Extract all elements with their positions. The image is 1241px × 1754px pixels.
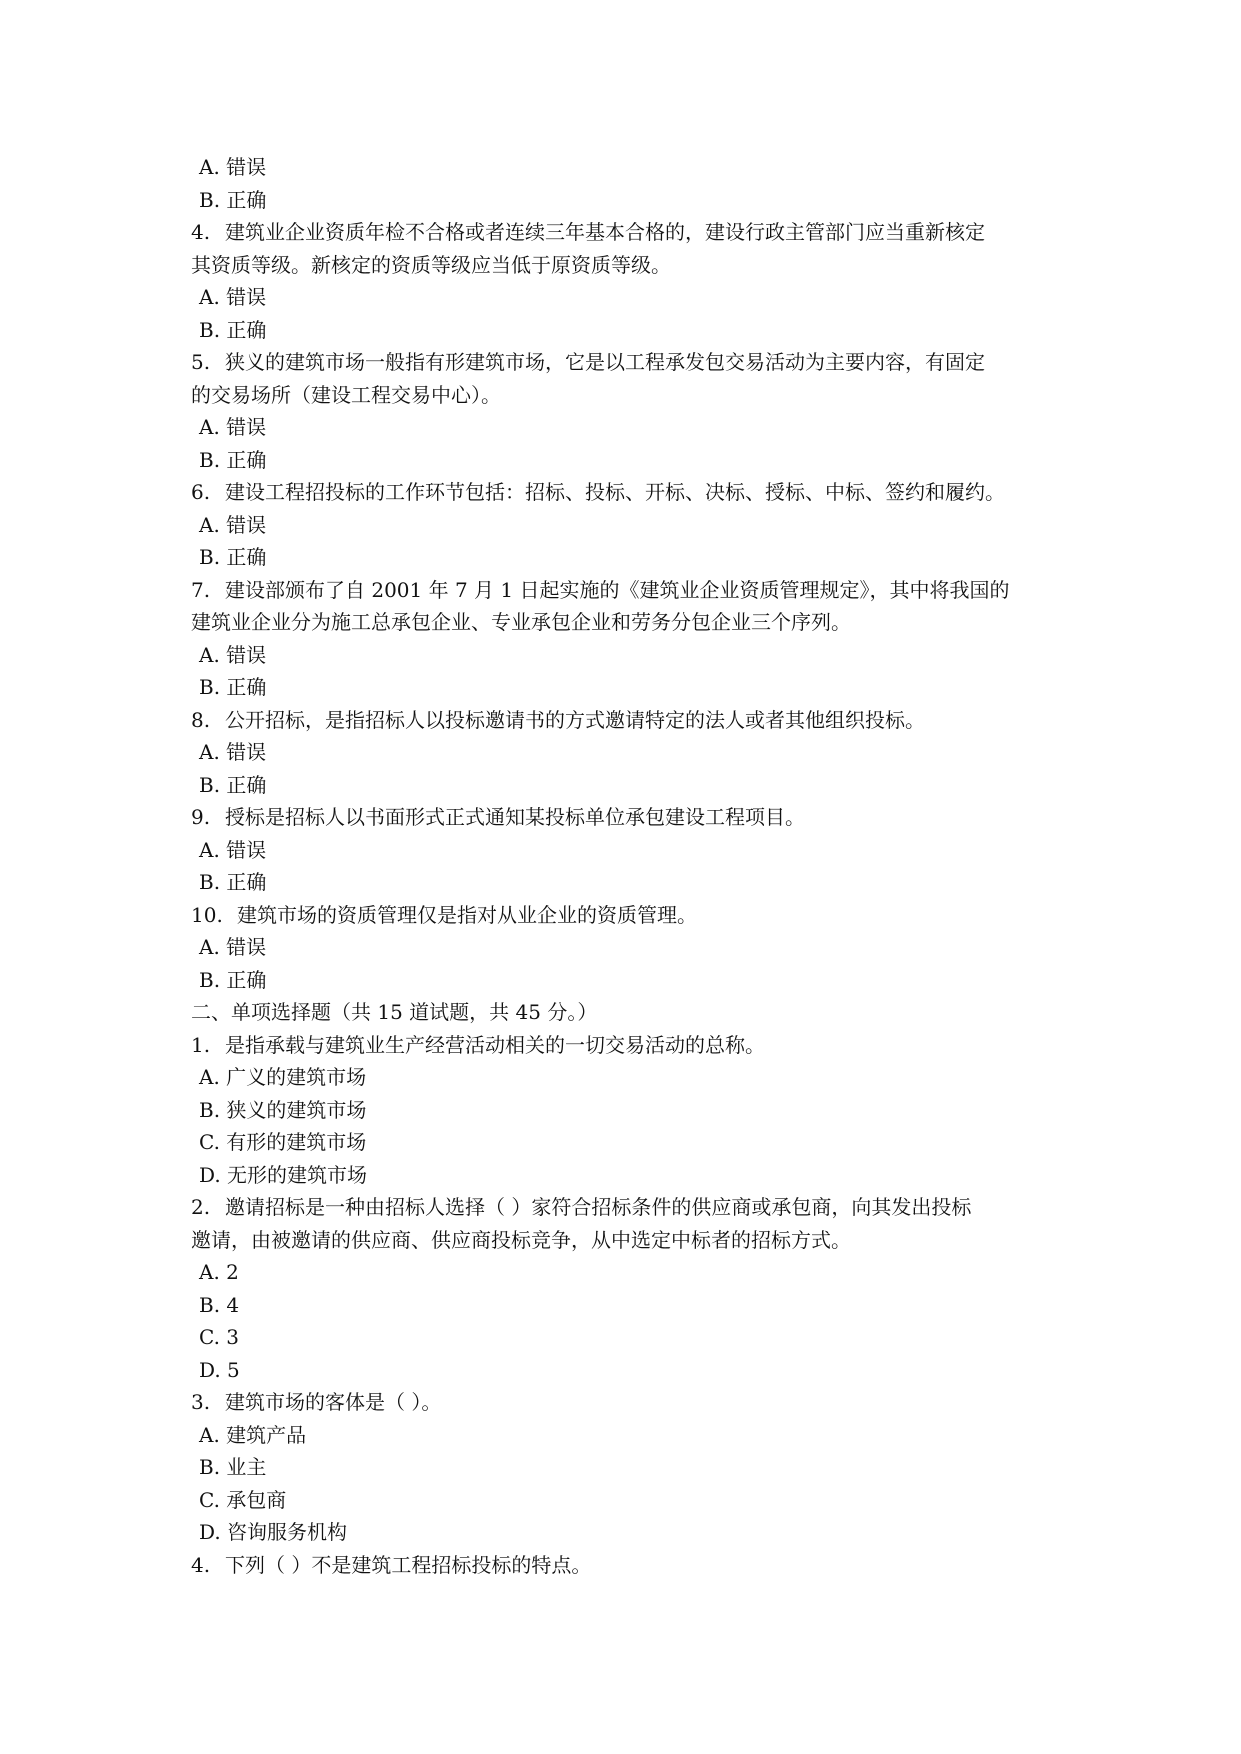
answer-option	[191, 314, 1071, 347]
option-text: A. 错误	[199, 512, 267, 537]
option-text: A. 建筑产品	[199, 1422, 307, 1447]
question-number: 2.	[191, 1195, 211, 1219]
question-line	[191, 346, 1071, 379]
answer-option	[191, 411, 1071, 444]
option-text: B. 正确	[199, 317, 267, 342]
answer-option	[191, 964, 1071, 997]
question-continuation: 邀请，由被邀请的供应商、供应商投标竞争，从中选定中标者的招标方式。	[191, 1227, 851, 1252]
option-text: A. 错误	[199, 285, 267, 309]
question-number: 5.	[191, 350, 211, 374]
answer-option	[191, 769, 1071, 802]
question-continuation: 的交易场所（建设工程交易中心）。	[191, 382, 501, 407]
question-continuation: 建筑业企业分为施工总承包企业、专业承包企业和劳务分包企业三个序列。	[191, 610, 851, 634]
answer-option	[191, 509, 1071, 542]
option-text: A. 错误	[199, 642, 267, 667]
option-text: B. 正确	[199, 772, 267, 797]
question-number: 10.	[191, 902, 223, 927]
section-heading: 二、单项选择题（共 15 道试题，共 45 分。）	[191, 1000, 598, 1024]
answer-option	[191, 444, 1071, 477]
option-text: B. 4	[199, 1292, 240, 1317]
answer-option	[191, 1159, 1071, 1192]
question-text: 狭义的建筑市场一般指有形建筑市场，它是以工程承发包交易活动为主要内容，有固定	[225, 350, 985, 374]
question-number: 4.	[191, 1552, 211, 1577]
option-text: B. 正确	[199, 545, 267, 569]
question-line	[191, 801, 1071, 834]
answer-option	[191, 931, 1071, 964]
question-number: 9.	[191, 805, 211, 829]
answer-option	[191, 1094, 1071, 1127]
option-text: B. 正确	[199, 967, 267, 992]
question-continuation: 其资质等级。新核定的资质等级应当低于原资质等级。	[191, 252, 671, 277]
question-line	[191, 704, 1071, 737]
question-text: 邀请招标是一种由招标人选择（ ）家符合招标条件的供应商或承包商，向其发出投标	[225, 1195, 972, 1219]
question-number: 6.	[191, 480, 211, 504]
question-line	[191, 1549, 1071, 1582]
question-text: 下列（ ）不是建筑工程招标投标的特点。	[225, 1552, 592, 1577]
question-text: 建筑市场的客体是（ ）。	[225, 1390, 442, 1414]
question-text: 建设工程招投标的工作环节包括：招标、投标、开标、决标、授标、中标、签约和履约。	[225, 480, 1005, 504]
option-text: D. 5	[199, 1357, 240, 1382]
question-text: 建设部颁布了自 2001 年 7 月 1 日起实施的《建筑业企业资质管理规定》，其中将我国的	[225, 577, 1010, 602]
option-text: D. 咨询服务机构	[199, 1520, 348, 1544]
option-text: A. 错误	[199, 740, 267, 764]
answer-option	[191, 1451, 1071, 1484]
answer-option	[191, 541, 1071, 574]
question-line	[191, 574, 1071, 607]
answer-option	[191, 184, 1071, 217]
answer-option	[191, 1126, 1071, 1159]
option-text: C. 3	[199, 1325, 240, 1349]
option-text: B. 业主	[199, 1455, 267, 1479]
option-text: A. 错误	[199, 415, 267, 439]
option-text: B. 狭义的建筑市场	[199, 1097, 367, 1122]
answer-option	[191, 736, 1071, 769]
answer-option	[191, 1354, 1071, 1387]
option-text: B. 正确	[199, 675, 267, 699]
question-text: 是指承载与建筑业生产经营活动相关的一切交易活动的总称。	[225, 1032, 765, 1057]
question-number: 8.	[191, 707, 211, 732]
answer-option	[191, 1321, 1071, 1354]
option-text: D. 无形的建筑市场	[199, 1162, 368, 1187]
answer-option	[191, 1061, 1071, 1094]
question-text: 建筑市场的资质管理仅是指对从业企业的资质管理。	[237, 902, 697, 927]
question-number: 1.	[191, 1032, 211, 1057]
option-text: B. 正确	[199, 870, 267, 894]
option-text: B. 正确	[199, 187, 267, 212]
question-line	[191, 1191, 1071, 1224]
answer-option	[191, 639, 1071, 672]
answer-option	[191, 281, 1071, 314]
question-line	[191, 1386, 1071, 1419]
question-line	[191, 1029, 1071, 1062]
option-text: A. 错误	[199, 935, 267, 959]
option-text: B. 正确	[199, 447, 267, 472]
answer-option	[191, 151, 1071, 184]
option-text: C. 承包商	[199, 1487, 287, 1512]
question-number: 7.	[191, 577, 211, 602]
question-line	[191, 216, 1071, 249]
answer-option	[191, 1484, 1071, 1517]
answer-option	[191, 1289, 1071, 1322]
answer-option	[191, 671, 1071, 704]
answer-option	[191, 1516, 1071, 1549]
question-text: 建筑业企业资质年检不合格或者连续三年基本合格的，建设行政主管部门应当重新核定	[225, 220, 985, 244]
option-text: A. 错误	[199, 155, 267, 179]
answer-option	[191, 1256, 1071, 1289]
question-number: 3.	[191, 1390, 211, 1414]
question-line	[191, 899, 1071, 932]
question-number: 4.	[191, 220, 211, 244]
option-text: A. 错误	[199, 837, 267, 862]
answer-option	[191, 1419, 1071, 1452]
question-line	[191, 476, 1071, 509]
answer-option	[191, 834, 1071, 867]
option-text: A. 2	[199, 1260, 239, 1284]
question-text: 授标是招标人以书面形式正式通知某投标单位承包建设工程项目。	[225, 805, 805, 829]
option-text: C. 有形的建筑市场	[199, 1130, 367, 1154]
document-body	[191, 151, 1071, 1581]
option-text: A. 广义的建筑市场	[199, 1065, 367, 1089]
question-text: 公开招标，是指招标人以投标邀请书的方式邀请特定的法人或者其他组织投标。	[225, 707, 925, 732]
answer-option	[191, 866, 1071, 899]
